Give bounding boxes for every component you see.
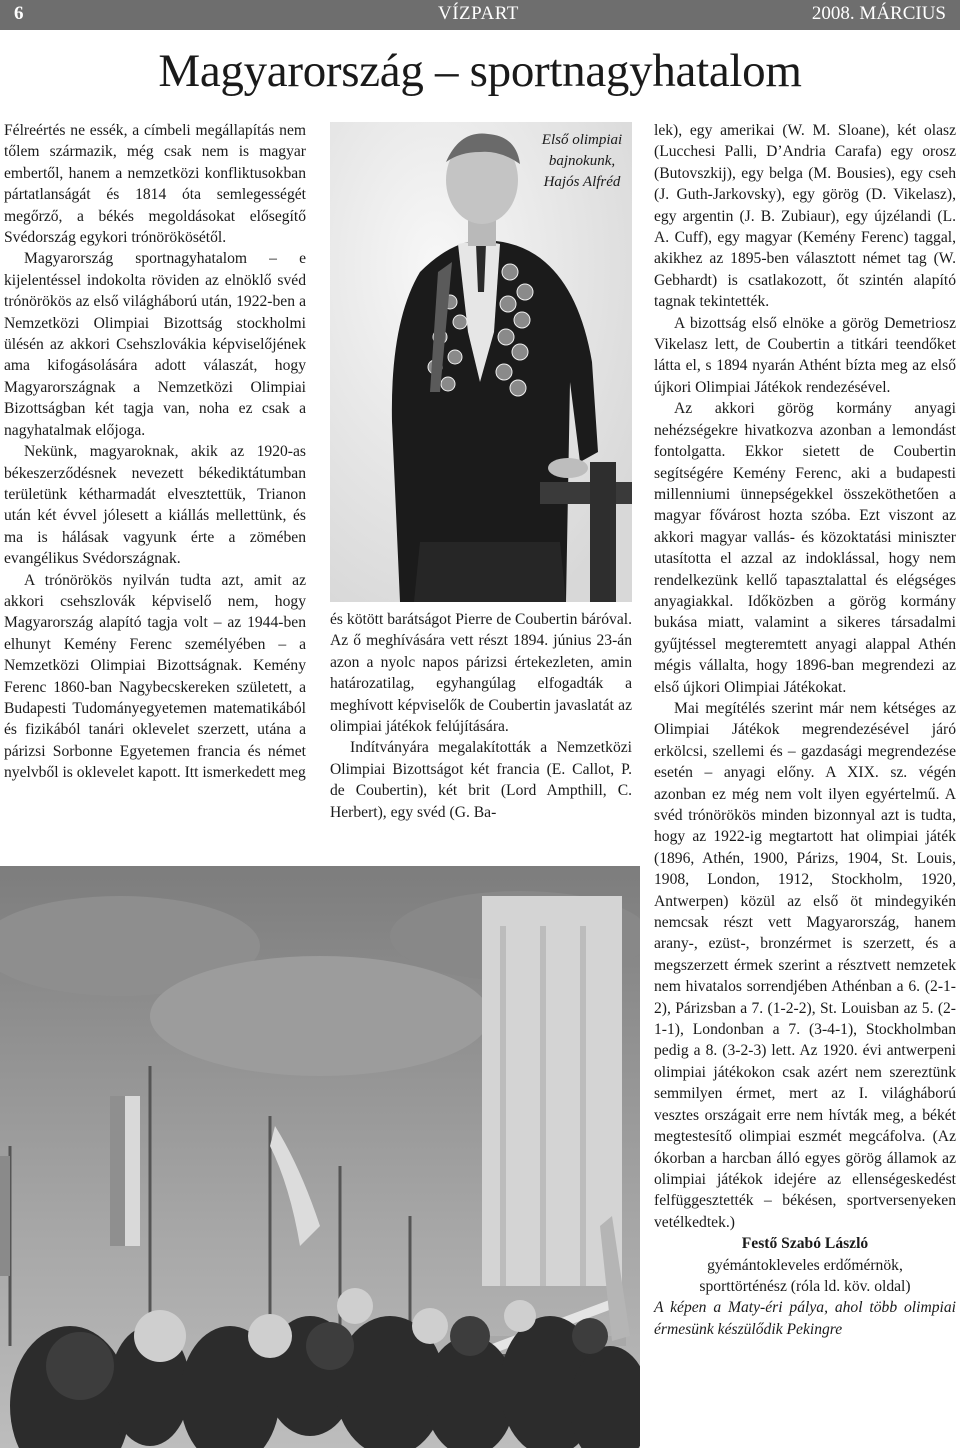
- body-paragraph: Magyarország sportnagyhatalom – e kijelentéssel indokolta röviden az elnöklő svéd trónörökös az első világháború után, 1922-ben a Nemzetközi Olimpiai Bizottság stockholmi ülésén az akkori Csehszlovákia képviselőjének ama kifogásolására adott válaszát, hogy Magyarországnak a Nemzetközi Olimpiai Bizottságban két tagja van, noha ez csak a nagyhatalmak előjoga.: [4, 250, 306, 439]
- author-name: Festő Szabó László: [741, 1235, 869, 1253]
- column-3: [654, 120, 956, 1340]
- body-paragraph: Mai megítélés szerint már nem kétséges az Olimpiai Játékok megrendezésével járó erkölcsi, szellemi és – gazdasági megrendezése esetén – anyagi előny. A XIX. sz. végén azonban ez még nem volt ilyen egyértelmű. A svéd trónörökös minden bizonnyal azt is tudta, hogy az 1922-ig megtartott hat olimpiai játék (1896, Athén, 1900, Párizs, 1904, St. Louis, 1908, London, 1912, Stockholm, 1920, Antwerpen) közül az első öt mindegyikén nemcsak részt vett Magyarország, hanem arany-, ezüst-, bronzérmet is szerzett, és a megszerzett érmek szerint a résztvett nemzetek nem hivatalos sorrendjében Athénban a 6. (2-1-2), Párizsban a 7. (1-2-2), St. Louisban az 5. (2-1-1), Londonban a 7. (3-4-1), Stockholmban pedig a 8. (3-2-3) lett. Az 1920. évi antwerpeni olimpiai játékokon csak azért nem szereztünk semmilyen érmet, mert az I. világháború vesztes országait erre nem hívták meg, a békét megtestesítő olimpiai eszmét megcáfolva. (Az ókorban a harcban álló egyes görög államok az olimpiai játékok idejére az ellenségeskedést felfüggesztették – békésen, sportversenyeken vetélkedtek.): [654, 699, 956, 1231]
- lead-paragraph: Félreértés ne essék, a címbeli megállapítás nem tőlem származik, még csak nem is magyar embertől, hanem a nemzetközi konfliktusokban pártatlanságát és 1814 óta semlegességét megőrző, a békés megoldásokat elősegítő Svédország egykori trónörökösétől.: [4, 122, 306, 247]
- page-number: 6: [14, 3, 24, 24]
- magazine-name: VÍZPART: [438, 3, 519, 24]
- rowing-course-photo: [0, 866, 640, 1448]
- crowd-illustration: [0, 866, 640, 1448]
- portrait-caption: Első olimpiai bajnokunk, Hajós Alfréd: [541, 132, 623, 190]
- author-title: gyémántokleveles erdőmérnök,: [707, 1256, 903, 1274]
- bottom-photo-caption: A képen a Maty-éri pálya, ahol több olimpiai érmesünk készülődik Pekingre: [654, 1299, 956, 1338]
- author-title: sporttörténész (róla ld. köv. oldal): [699, 1277, 911, 1295]
- body-paragraph: Az akkori görög kormány anyagi nehézségekre hivatkozva azonban a lemondást fontolgatta. Ekkor sietett de Coubertin segítségére Kemény Ferenc, aki a budapesti millenniumi ünnepségekkel összeköthetően a magyar fővárost hozta szóba. Ezt viszont az akkori magyar vallás- és közoktatási miniszter utasította el azzal az indoklással, hogy nem rendelkezünk kellő tapasztalattal és elégséges anyagiakkal. Időközben a görög kormány bukása miatt, valamint a sikeres társadalmi gyűjtéssel megteremtett anyagi alappal Athén mégis vállalta, hogy 1896-ban megrendezi az első újkori Olimpiai Játékokat.: [654, 400, 956, 696]
- issue-date: 2008. MÁRCIUS: [811, 3, 946, 24]
- body-paragraph: Nekünk, magyaroknak, akik az 1920-as békeszerződésnek nevezett békediktátumban területünk kétharmadát elvesztettük, Trianon után két évvel jólesett a kiállás mellettünk, és ma is hálásak vagyunk érte a zömében evangélikus Svédországnak.: [4, 443, 306, 568]
- portrait-photo: [330, 122, 632, 602]
- column-2: [330, 609, 632, 823]
- body-paragraph: és kötött barátságot Pierre de Coubertin báróval. Az ő meghívására vett részt 1894. június 23-án azon a nyolc napos párizsi értekezleten, amin határozatilag, egyhangúlag elfogadták a meghívott képviselők de Coubertin javaslatát az olimpiai játékok felújítására.: [330, 611, 632, 736]
- column-1: [4, 120, 306, 784]
- body-paragraph: A trónörökös nyilván tudta azt, amit az akkori csehszlovák képviselő nem, hogy Magyarország alapító tagja volt – az 1944-ben elhunyt Kemény Ferenc személyében – a Nemzetközi Olimpiai Bizottságnak. Kemény Ferenc 1860-ban Nagybecskereken született, a Budapesti Tudományegyetemen matematikából és fizikából tanári oklevelet szerzett, utána a párizsi Sorbonne Egyetemen francia és német nyelvből is oklevelet kapott. Itt ismerkedett meg: [4, 571, 306, 782]
- body-paragraph: lek), egy amerikai (W. M. Sloane), két olasz (Lucchesi Palli, D’Andria Carafa) egy orosz (Butovszkij), egy belga (M. Bousies), egy cseh (J. Guth-Jarkovsky), egy görög (D. Vikelasz), egy argentin (J. B. Zubiaur), egy újzélandi (L. A. Cuff), egy magyar (Kemény Ferenc) taggal, akikhez az 1895-ben választott német tag (W. Gebhardt) is csatlakozott, őt szintén alapító tagnak tekintették.: [654, 122, 956, 311]
- article-title: Magyarország – sportnagyhatalom: [158, 45, 802, 97]
- body-paragraph: A bizottság első elnöke a görög Demetriosz Vikelasz lett, de Coubertin a titkári teendőket látta el, s 1894 nyarán Athént bízta meg az első újkori Olimpiai Játékok rendezésével.: [654, 314, 956, 396]
- portrait-illustration: [330, 122, 632, 602]
- page-header: [0, 0, 960, 30]
- body-paragraph: Indítványára megalakították a Nemzetközi Olimpiai Bizottságot két francia (E. Callot, P. de Coubertin), két brit (Lord Ampthill, C. Herbert), egy svéd (G. Ba-: [330, 739, 632, 821]
